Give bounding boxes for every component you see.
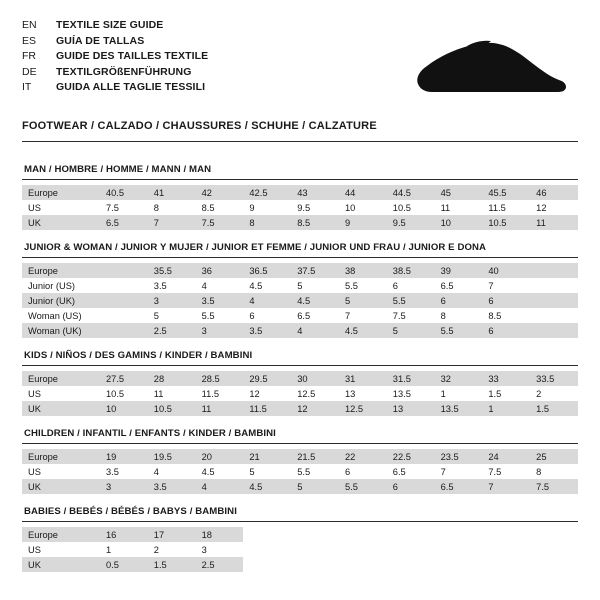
table-cell: 19 bbox=[100, 449, 148, 464]
row-label: Woman (UK) bbox=[22, 323, 100, 338]
table-cell: 39 bbox=[435, 263, 483, 278]
table-row bbox=[22, 215, 578, 230]
language-title: TEXTILE SIZE GUIDE bbox=[56, 19, 164, 31]
table-cell: 6.5 bbox=[100, 215, 148, 230]
table-cell: 6 bbox=[249, 310, 255, 321]
table-cell: 7 bbox=[488, 280, 494, 291]
table-cell: 7.5 bbox=[196, 215, 244, 230]
size-table bbox=[22, 449, 578, 494]
table-cell: 3.5 bbox=[153, 280, 167, 291]
table-cell: 24 bbox=[482, 449, 530, 464]
table-cell bbox=[530, 323, 578, 338]
table-cell: 5 bbox=[153, 310, 159, 321]
table-cell: 8 bbox=[536, 466, 542, 477]
table-cell: 13.5 bbox=[392, 388, 411, 399]
row-label: Europe bbox=[22, 449, 100, 464]
table-cell: 4.5 bbox=[243, 479, 291, 494]
table-row bbox=[22, 557, 578, 572]
table-row bbox=[22, 449, 578, 464]
divider bbox=[22, 179, 578, 180]
row-label: US bbox=[28, 202, 41, 213]
table-cell: 42.5 bbox=[243, 185, 291, 200]
table-cell-empty bbox=[339, 557, 387, 572]
table-cell: 40 bbox=[482, 263, 530, 278]
table-cell: 5.5 bbox=[339, 479, 387, 494]
table-cell-empty bbox=[530, 527, 578, 542]
table-cell: 36 bbox=[196, 263, 244, 278]
table-row bbox=[22, 308, 578, 323]
row-label: UK bbox=[22, 215, 100, 230]
table-cell: 8 bbox=[440, 310, 446, 321]
table-cell: 2.5 bbox=[148, 323, 196, 338]
table-cell: 9.5 bbox=[297, 202, 311, 213]
language-title: GUÍA DE TALLAS bbox=[56, 34, 145, 47]
group-title: BABIES / BEBÉS / BÉBÉS / BABYS / BAMBINI bbox=[24, 506, 237, 517]
table-cell bbox=[530, 293, 578, 308]
table-cell: 43 bbox=[291, 185, 339, 200]
language-row bbox=[22, 18, 208, 34]
table-cell-empty bbox=[482, 557, 530, 572]
table-cell: 12.5 bbox=[339, 401, 387, 416]
table-row bbox=[22, 371, 578, 386]
table-cell: 44.5 bbox=[387, 185, 435, 200]
language-row bbox=[22, 49, 208, 65]
dress-shoe-icon bbox=[370, 26, 570, 106]
language-title-list bbox=[22, 18, 208, 96]
table-cell: 11 bbox=[153, 388, 164, 399]
table-cell: 13.5 bbox=[435, 401, 483, 416]
row-label: Woman (US) bbox=[28, 310, 82, 321]
table-cell: 4.5 bbox=[291, 293, 339, 308]
table-cell-empty bbox=[387, 557, 435, 572]
table-cell: 38.5 bbox=[387, 263, 435, 278]
table-row bbox=[22, 185, 578, 200]
row-label: US bbox=[28, 388, 41, 399]
table-row bbox=[22, 323, 578, 338]
table-cell: 45 bbox=[435, 185, 483, 200]
language-title: GUIDA ALLE TAGLIE TESSILI bbox=[56, 81, 206, 94]
table-cell-empty bbox=[435, 557, 483, 572]
table-cell: 18 bbox=[196, 527, 244, 542]
table-cell: 31.5 bbox=[387, 371, 435, 386]
table-cell: 11.5 bbox=[243, 401, 291, 416]
table-cell: 36.5 bbox=[243, 263, 291, 278]
table-cell: 3 bbox=[148, 293, 196, 308]
table-cell: 11 bbox=[440, 202, 451, 213]
size-table bbox=[22, 371, 578, 416]
table-cell: 10 bbox=[100, 401, 148, 416]
table-cell: 33 bbox=[482, 371, 530, 386]
table-cell: 5.5 bbox=[344, 280, 358, 291]
table-cell: 45.5 bbox=[482, 185, 530, 200]
divider bbox=[22, 141, 578, 142]
table-cell-empty bbox=[291, 527, 339, 542]
table-cell-empty bbox=[435, 542, 483, 557]
table-cell: 5 bbox=[339, 293, 387, 308]
table-cell bbox=[100, 278, 148, 293]
table-cell: 2.5 bbox=[196, 557, 244, 572]
table-row bbox=[22, 527, 578, 542]
table-cell-empty bbox=[435, 527, 483, 542]
table-row bbox=[22, 401, 578, 416]
table-cell: 6 bbox=[344, 466, 351, 477]
table-row bbox=[22, 479, 578, 494]
divider bbox=[22, 365, 578, 366]
table-cell: 32 bbox=[435, 371, 483, 386]
language-row bbox=[22, 80, 208, 96]
language-title: TEXTILGRÖßENFÜHRUNG bbox=[56, 65, 192, 78]
divider bbox=[22, 257, 578, 258]
table-cell: 28.5 bbox=[196, 371, 244, 386]
table-cell: 11.5 bbox=[201, 388, 219, 399]
table-cell-empty bbox=[482, 542, 530, 557]
table-cell: 29.5 bbox=[243, 371, 291, 386]
table-cell: 6.5 bbox=[392, 466, 406, 477]
table-cell: 4 bbox=[291, 323, 339, 338]
table-cell: 44 bbox=[339, 185, 387, 200]
table-cell: 7.5 bbox=[106, 202, 119, 213]
table-cell: 4.5 bbox=[249, 280, 263, 291]
table-cell bbox=[100, 263, 148, 278]
table-cell bbox=[100, 293, 148, 308]
row-label: Europe bbox=[22, 185, 100, 200]
table-cell: 1 bbox=[106, 544, 112, 555]
table-cell-empty bbox=[243, 542, 291, 557]
document-header bbox=[22, 18, 578, 106]
table-cell bbox=[530, 263, 578, 278]
table-cell: 6 bbox=[435, 293, 483, 308]
table-cell: 8.5 bbox=[201, 202, 215, 213]
table-cell-empty bbox=[387, 527, 435, 542]
table-cell: 5 bbox=[387, 323, 435, 338]
table-cell bbox=[530, 308, 578, 323]
table-cell: 38 bbox=[339, 263, 387, 278]
table-cell: 12 bbox=[291, 401, 339, 416]
table-cell: 41 bbox=[148, 185, 196, 200]
table-cell: 8 bbox=[153, 202, 159, 213]
table-cell: 12 bbox=[536, 202, 547, 213]
group-title: KIDS / NIÑOS / DES GAMINS / KINDER / BAMBINI bbox=[24, 350, 253, 361]
size-table-group-junior-woman bbox=[22, 242, 578, 338]
row-label: UK bbox=[22, 479, 100, 494]
table-cell bbox=[530, 278, 578, 293]
table-cell: 5 bbox=[291, 479, 339, 494]
table-cell: 19.5 bbox=[148, 449, 196, 464]
table-cell: 12 bbox=[249, 388, 260, 399]
table-cell: 0.5 bbox=[100, 557, 148, 572]
table-cell-empty bbox=[482, 527, 530, 542]
table-cell: 42 bbox=[196, 185, 244, 200]
table-cell: 3.5 bbox=[243, 323, 291, 338]
table-cell: 1.5 bbox=[530, 401, 578, 416]
table-cell: 4 bbox=[243, 293, 291, 308]
table-cell: 21 bbox=[243, 449, 291, 464]
group-title: JUNIOR & WOMAN / JUNIOR Y MUJER / JUNIOR ET FEMME / JUNIOR UND FRAU / JUNIOR E DONA bbox=[24, 242, 487, 253]
table-cell: 6.5 bbox=[435, 479, 483, 494]
size-table bbox=[22, 263, 578, 338]
size-table-group-kids bbox=[22, 350, 578, 416]
table-cell: 2 bbox=[536, 388, 542, 399]
table-cell-empty bbox=[339, 527, 387, 542]
language-row bbox=[22, 65, 208, 81]
table-cell: 1.5 bbox=[488, 388, 502, 399]
table-cell: 7.5 bbox=[488, 466, 502, 477]
row-label: US bbox=[28, 466, 41, 477]
table-cell: 6.5 bbox=[297, 310, 311, 321]
table-cell: 10.5 bbox=[482, 215, 530, 230]
size-table-group-children bbox=[22, 428, 578, 494]
table-row bbox=[22, 293, 578, 308]
table-cell: 11 bbox=[530, 215, 578, 230]
row-label: Junior (US) bbox=[28, 280, 76, 291]
table-cell: 5.5 bbox=[387, 293, 435, 308]
table-cell: 30 bbox=[291, 371, 339, 386]
table-cell: 17 bbox=[148, 527, 196, 542]
table-cell: 13 bbox=[344, 388, 356, 399]
table-cell: 35.5 bbox=[148, 263, 196, 278]
table-cell: 10.5 bbox=[106, 388, 125, 399]
table-cell-empty bbox=[243, 527, 291, 542]
size-table-group-babies bbox=[22, 506, 578, 572]
table-cell-empty bbox=[291, 542, 339, 557]
table-cell-empty bbox=[243, 557, 291, 572]
table-cell: 1.5 bbox=[148, 557, 196, 572]
table-cell: 4 bbox=[201, 280, 207, 291]
table-cell: 28 bbox=[148, 371, 196, 386]
table-cell: 7 bbox=[344, 310, 351, 321]
table-cell: 4 bbox=[153, 466, 159, 477]
table-cell: 10 bbox=[344, 202, 356, 213]
size-table bbox=[22, 527, 578, 572]
table-cell: 25 bbox=[530, 449, 578, 464]
divider bbox=[22, 521, 578, 522]
table-cell: 27.5 bbox=[100, 371, 148, 386]
group-title: CHILDREN / INFANTIL / ENFANTS / KINDER / BAMBINI bbox=[24, 428, 276, 439]
language-row bbox=[22, 34, 208, 50]
table-cell: 37.5 bbox=[291, 263, 339, 278]
row-label: UK bbox=[22, 401, 100, 416]
table-cell: 8.5 bbox=[488, 310, 502, 321]
table-cell: 40.5 bbox=[100, 185, 148, 200]
table-cell: 7 bbox=[148, 215, 196, 230]
table-cell bbox=[100, 308, 148, 323]
table-cell: 23.5 bbox=[435, 449, 483, 464]
language-code: DE bbox=[22, 65, 37, 78]
table-cell: 7 bbox=[440, 466, 446, 477]
table-cell-empty bbox=[387, 542, 435, 557]
table-cell: 6 bbox=[482, 323, 530, 338]
table-cell: 7 bbox=[482, 479, 530, 494]
table-cell: 12.5 bbox=[297, 388, 316, 399]
size-table-group-man bbox=[22, 164, 578, 230]
table-cell bbox=[100, 323, 148, 338]
table-cell: 11 bbox=[196, 401, 244, 416]
language-code: EN bbox=[22, 19, 37, 31]
table-cell: 3 bbox=[100, 479, 148, 494]
row-label: Europe bbox=[22, 263, 100, 278]
table-cell: 33.5 bbox=[530, 371, 578, 386]
table-row bbox=[22, 386, 578, 401]
table-cell: 21.5 bbox=[291, 449, 339, 464]
row-label: US bbox=[28, 544, 41, 555]
table-cell: 8.5 bbox=[291, 215, 339, 230]
table-cell: 9.5 bbox=[387, 215, 435, 230]
table-cell: 22.5 bbox=[387, 449, 435, 464]
table-cell: 10.5 bbox=[392, 202, 411, 213]
size-table bbox=[22, 185, 578, 230]
table-cell: 11.5 bbox=[488, 202, 506, 213]
table-cell: 22 bbox=[339, 449, 387, 464]
table-cell: 4.5 bbox=[201, 466, 215, 477]
table-cell: 6 bbox=[387, 479, 435, 494]
table-cell: 7.5 bbox=[530, 479, 578, 494]
language-code: ES bbox=[22, 34, 37, 47]
table-cell: 10 bbox=[435, 215, 483, 230]
table-cell: 3.5 bbox=[148, 479, 196, 494]
table-cell: 4.5 bbox=[339, 323, 387, 338]
table-cell: 9 bbox=[339, 215, 387, 230]
table-cell-empty bbox=[530, 557, 578, 572]
table-cell: 6 bbox=[482, 293, 530, 308]
table-cell: 10.5 bbox=[148, 401, 196, 416]
row-label: Europe bbox=[22, 527, 100, 542]
table-cell: 7.5 bbox=[392, 310, 406, 321]
table-cell: 3 bbox=[201, 544, 207, 555]
table-cell: 8 bbox=[243, 215, 291, 230]
table-cell: 4 bbox=[196, 479, 244, 494]
table-cell-empty bbox=[530, 542, 578, 557]
group-title: MAN / HOMBRE / HOMME / MANN / MAN bbox=[24, 164, 212, 175]
table-row bbox=[22, 200, 578, 215]
divider bbox=[22, 443, 578, 444]
table-cell: 46 bbox=[530, 185, 578, 200]
table-cell: 5 bbox=[249, 466, 255, 477]
language-title: GUIDE DES TAILLES TEXTILE bbox=[56, 50, 209, 63]
table-cell: 1 bbox=[440, 388, 446, 399]
table-cell: 3.5 bbox=[196, 293, 244, 308]
table-cell: 31 bbox=[339, 371, 387, 386]
table-cell-empty bbox=[339, 542, 387, 557]
table-row bbox=[22, 278, 578, 293]
table-cell: 6.5 bbox=[440, 280, 454, 291]
table-cell: 5.5 bbox=[435, 323, 483, 338]
table-cell: 5 bbox=[297, 280, 303, 291]
table-cell: 16 bbox=[100, 527, 148, 542]
table-row bbox=[22, 542, 578, 557]
table-cell-empty bbox=[291, 557, 339, 572]
table-cell: 1 bbox=[482, 401, 530, 416]
table-cell: 5.5 bbox=[201, 310, 215, 321]
row-label: Junior (UK) bbox=[22, 293, 100, 308]
category-title: FOOTWEAR / CALZADO / CHAUSSURES / SCHUHE / CALZATURE bbox=[22, 120, 377, 132]
table-cell: 2 bbox=[153, 544, 159, 555]
table-cell: 20 bbox=[196, 449, 244, 464]
row-label: UK bbox=[22, 557, 100, 572]
language-code: IT bbox=[22, 81, 32, 94]
table-row bbox=[22, 263, 578, 278]
table-cell: 9 bbox=[249, 202, 255, 213]
table-cell: 6 bbox=[392, 280, 398, 291]
row-label: Europe bbox=[22, 371, 100, 386]
table-row bbox=[22, 464, 578, 479]
table-cell: 5.5 bbox=[297, 466, 311, 477]
language-code: FR bbox=[22, 50, 36, 63]
table-cell: 3 bbox=[196, 323, 244, 338]
table-cell: 3.5 bbox=[106, 466, 119, 477]
table-cell: 13 bbox=[387, 401, 435, 416]
